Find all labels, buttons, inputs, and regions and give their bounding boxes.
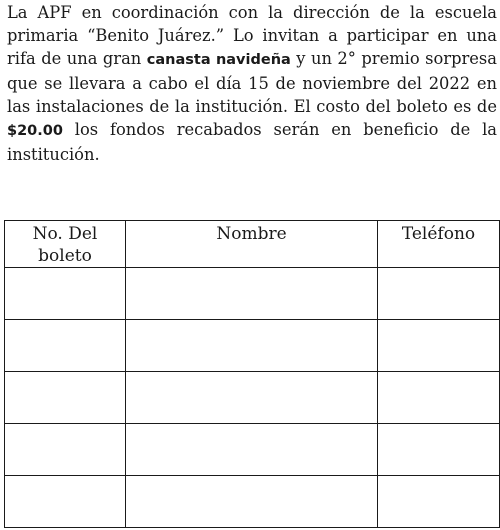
name-cell	[126, 268, 378, 320]
name-cell	[126, 476, 378, 528]
table-row	[5, 268, 500, 320]
raffle-announcement	[7, 1, 497, 166]
ticket-number-cell	[5, 424, 126, 476]
announcement-text-3: los fondos recabados serán en beneficio de la institución.	[7, 120, 497, 164]
announcement-text-2: y un 2° premio sorpresa que se llevara a cabo el día 15 de noviembre del 2022 en las instalaciones de la institución. El costo del boleto es de	[7, 49, 497, 116]
header-name: Nombre	[126, 221, 378, 268]
table-row	[5, 476, 500, 528]
ticket-price: $20.00	[7, 123, 63, 139]
table-row	[5, 372, 500, 424]
header-phone: Teléfono	[378, 221, 500, 268]
ticket-number-cell	[5, 268, 126, 320]
ticket-sales-table	[4, 220, 500, 528]
phone-cell	[378, 372, 500, 424]
announcement-text-1: La APF en coordinación con la dirección de la escuela primaria “Benito Juárez.” Lo invitan a participar en una rifa de una gran	[7, 3, 497, 68]
phone-cell	[378, 320, 500, 372]
name-cell	[126, 372, 378, 424]
table-header-row	[5, 221, 500, 268]
prize-name: canasta navideña	[146, 52, 291, 68]
phone-cell	[378, 424, 500, 476]
header-ticket-number: No. Del boleto	[5, 221, 126, 268]
name-cell	[126, 424, 378, 476]
phone-cell	[378, 476, 500, 528]
name-cell	[126, 320, 378, 372]
phone-cell	[378, 268, 500, 320]
ticket-number-cell	[5, 372, 126, 424]
ticket-number-cell	[5, 476, 126, 528]
ticket-number-cell	[5, 320, 126, 372]
table-row	[5, 320, 500, 372]
table-row	[5, 424, 500, 476]
